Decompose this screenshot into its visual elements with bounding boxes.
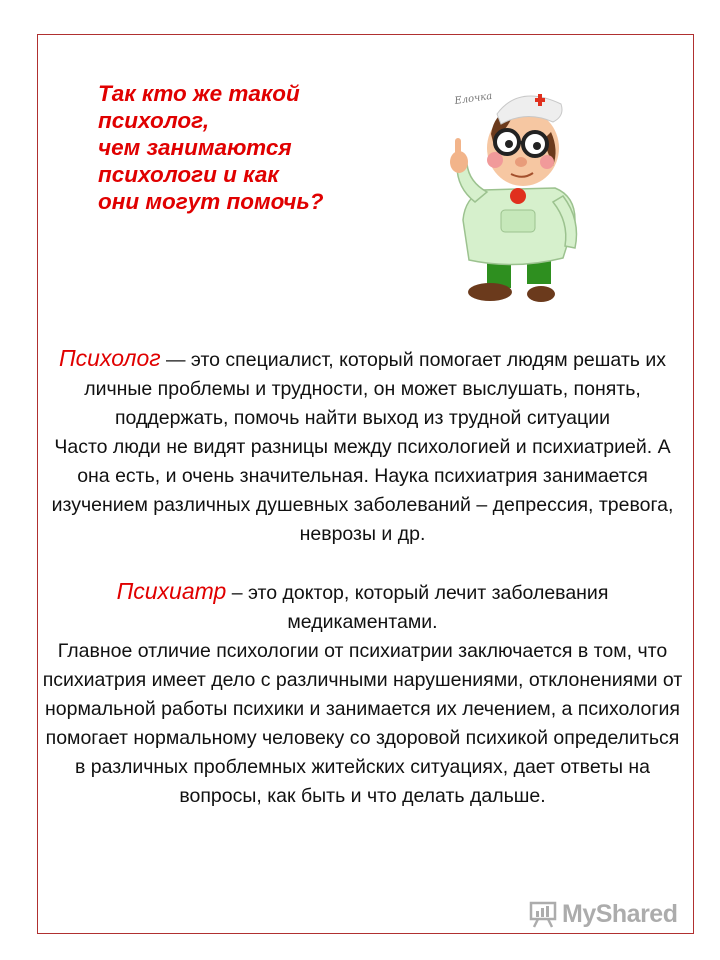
watermark-logo: [528, 897, 677, 931]
question-line: они могут помочь?: [98, 189, 324, 214]
question-line: психолог,: [98, 108, 210, 133]
question-line: Так кто же такой: [98, 81, 300, 106]
question-line: психологи и как: [98, 162, 279, 187]
main-difference-paragraph: Главное отличие психологии от психиатрии заключается в том, что психиатрия имеет дело с различными нарушениями, отклонениями от нормальной работы психики и занимается их лечением, а психология помогает нормальному человеку со здоровой психикой определиться в различных проблемных житейских ситуациях, дает ответы на вопросы, как быть и что делать дальше.: [42, 640, 683, 807]
difference-paragraph: Часто люди не видят разницы между психологией и психиатрией. А она есть, и очень значительная. Наука психиатрия занимается изучением различных душевных заболеваний – депрессия, тревога, неврозы и др.: [51, 436, 674, 545]
psychiatrist-term: Психиатр: [116, 578, 227, 604]
psychologist-paragraph: [40, 344, 685, 433]
question-heading: [98, 80, 398, 215]
psychologist-definition: — это специалист, который помогает людям решать их личные проблемы и трудности, он может выслушать, понять, поддержать, помочь найти выход из трудной ситуации: [84, 349, 666, 429]
question-line: чем занимаются: [98, 135, 292, 160]
svg-text:Елочка: Елочка: [453, 90, 493, 107]
watermark-text: MyShared: [562, 899, 678, 928]
psychiatrist-paragraph: [40, 577, 685, 637]
cartoon-doctor-icon: [435, 70, 610, 315]
paragraph-spacer: [40, 549, 685, 577]
body-text: [40, 344, 685, 811]
psychiatrist-definition: – это доктор, который лечит заболевания медикаментами.: [226, 582, 609, 633]
psychologist-term: Психолог: [59, 345, 161, 371]
presentation-board-icon: [528, 899, 558, 929]
